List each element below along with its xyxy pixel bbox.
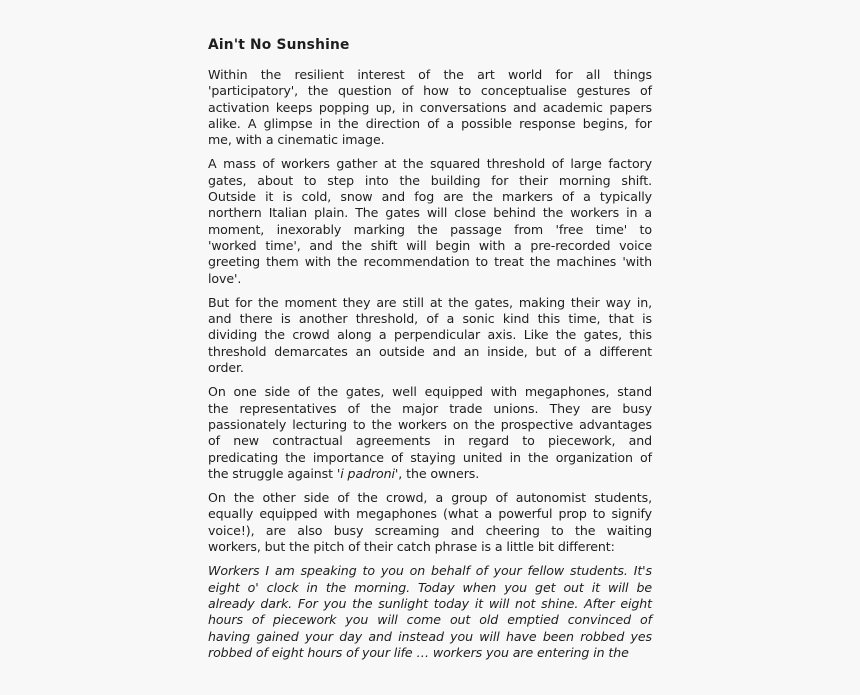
text-line: equally equipped with megaphones (what a powerful prop to signify: [208, 506, 652, 522]
text-line: having gained your day and instead you will have been robbed yes: [208, 628, 652, 644]
text-line: activation keeps popping up, in conversations and academic papers: [208, 99, 652, 115]
text-line: voice!), are also busy screaming and cheering to the waiting: [208, 522, 652, 538]
text-line: order.: [208, 360, 244, 376]
paragraph: [208, 295, 652, 376]
text-line: predicating the importance of staying united in the organization of: [208, 449, 652, 465]
article-body: [208, 67, 652, 661]
text-line: passionately lecturing to the workers on the prospective advantages: [208, 416, 652, 432]
italic-phrase: 'i padroni': [336, 465, 399, 481]
paragraph: [208, 67, 652, 148]
text-line: the struggle against 'i padroni', the owners.: [208, 465, 480, 481]
text-line: love'.: [208, 270, 242, 286]
text-line: But for the moment they are still at the gates, making their way in,: [208, 294, 652, 310]
paragraph: [208, 156, 652, 286]
text-line: robbed of eight hours of your life … workers you are entering in the: [208, 644, 629, 660]
text-line: alike. A glimpse in the direction of a possible response begins, for: [208, 115, 652, 131]
text-line: threshold demarcates an outside and an inside, but of a different: [208, 343, 652, 359]
text-line: 'participatory', the question of how to conceptualise gestures of: [208, 83, 652, 99]
text-line: workers, but the pitch of their catch phrase is a little bit different:: [208, 539, 615, 555]
paragraph: [208, 384, 652, 482]
text-line: of new contractual agreements in regard to piecework, and: [208, 433, 652, 449]
text-line: the representatives of the major trade unions. They are busy: [208, 400, 652, 416]
text-line: already dark. For you the sunlight today it will not shine. After eight: [208, 595, 652, 611]
text-line: eight o' clock in the morning. Today when you get out it will be: [208, 579, 652, 595]
text-line: and there is another threshold, of a sonic kind this time, that is: [208, 311, 652, 327]
text-line: hours of piecework you will come out old emptied convinced of: [208, 612, 652, 628]
paragraph: [208, 563, 652, 661]
text-line: Outside it is cold, snow and fog are the markers of a typically: [208, 189, 652, 205]
text-line: 'worked time', and the shift will begin with a pre-recorded voice: [208, 237, 652, 253]
article-title: Ain't No Sunshine: [208, 37, 350, 53]
text-line: me, with a cinematic image.: [208, 132, 385, 148]
text-line: A mass of workers gather at the squared threshold of large factory: [208, 156, 652, 172]
text-line: moment, inexorably marking the passage from 'free time' to: [208, 221, 652, 237]
text-line: dividing the crowd along a perpendicular axis. Like the gates, this: [208, 327, 652, 343]
text-line: Workers I am speaking to you on behalf of your fellow students. It's: [208, 563, 652, 579]
text-line: On one side of the gates, well equipped with megaphones, stand: [208, 384, 652, 400]
text-line: On the other side of the crowd, a group of autonomist students,: [208, 490, 652, 506]
paragraph: [208, 490, 652, 555]
text-line: gates, about to step into the building for their morning shift.: [208, 172, 652, 188]
text-line: northern Italian plain. The gates will close behind the workers in a: [208, 205, 652, 221]
text-line: greeting them with the recommendation to treat the machines 'with: [208, 254, 652, 270]
text-line: Within the resilient interest of the art world for all things: [208, 67, 652, 82]
document-page: [208, 0, 652, 661]
